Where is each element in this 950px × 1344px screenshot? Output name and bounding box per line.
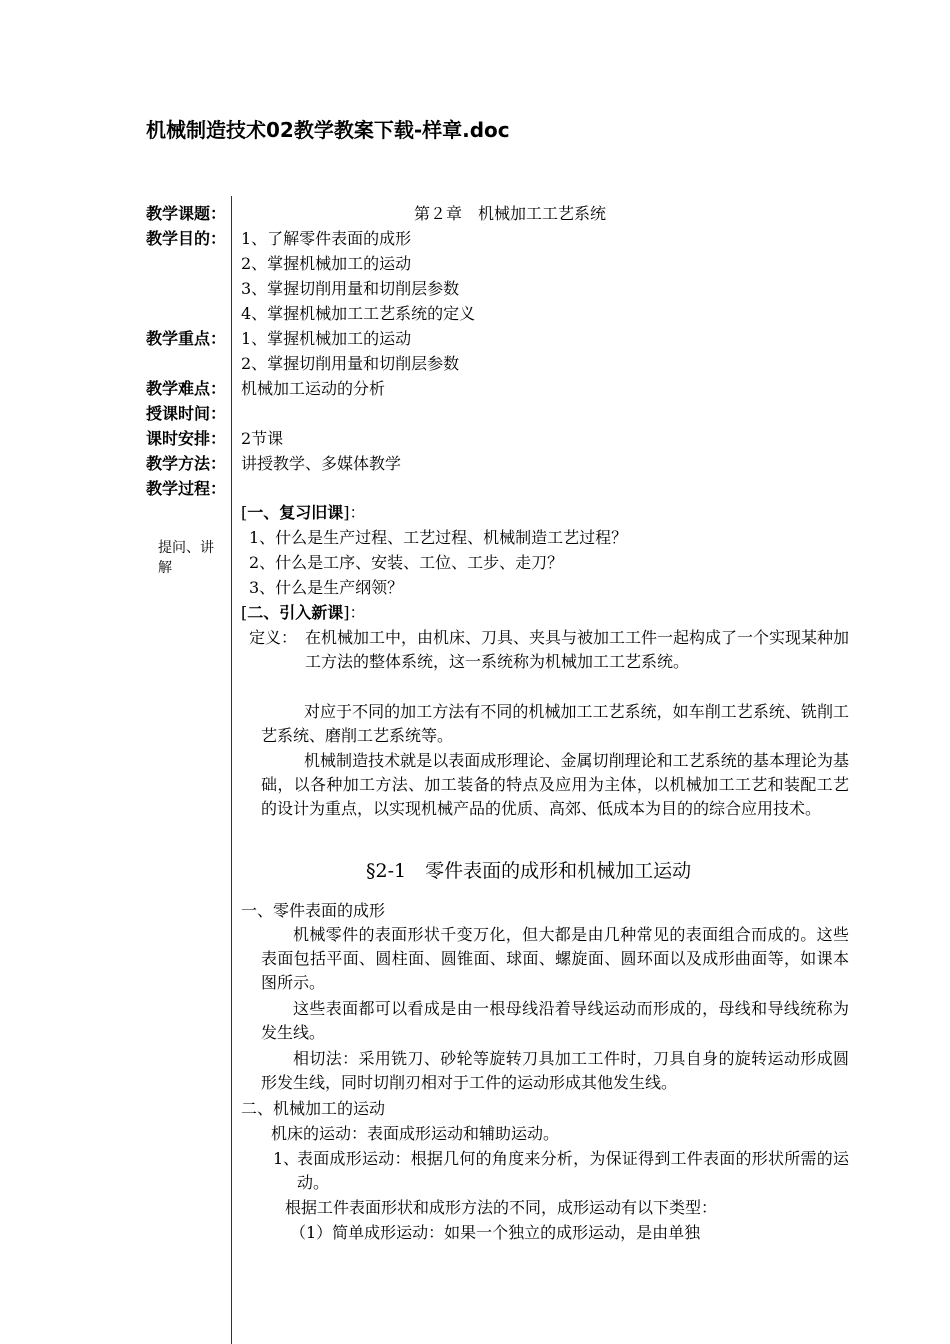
new-lesson-heading — [241, 601, 366, 625]
bracket-open: [ — [241, 503, 248, 522]
bracket-open: [ — [241, 603, 248, 622]
body-paragraph: 机械零件的表面形状千变万化，但大都是由几种常见的表面组合而成的。这些表面包括平面、圆柱面、圆锥面、球面、螺旋面、圆环面以及成形曲面等，如课本图所示。 — [261, 925, 849, 992]
section-title: §2-1 零件表面的成形和机械加工运动 — [366, 860, 692, 882]
document-title: 机械制造技术02教学教案下载-样章.doc — [146, 118, 510, 142]
definition-text: 在机械加工中，由机床、刀具、夹具与被加工工件一起构成了一个实现某种加工方法的整体系统，这一系统称为机械加工工艺系统。 — [305, 628, 850, 671]
list-item: 表面成形运动：根据几何的角度来分析，为保证得到工件表面的形状所需的运动。 — [297, 1149, 849, 1192]
objective-item: 3、掌握切削用量和切削层参数 — [241, 279, 460, 298]
objective-item: 2、掌握机械加工的运动 — [241, 254, 412, 273]
bracket-close: ]： — [343, 603, 366, 622]
review-question: 2、什么是工序、安装、工位、工步、走刀？ — [249, 553, 564, 572]
subsection-heading: 二、机械加工的运动 — [241, 1099, 386, 1118]
body-paragraph: 对应于不同的加工方法有不同的机械加工工艺系统，如车削工艺系统、铣削工艺系统、磨削工艺系统等。 — [261, 702, 849, 745]
key-points-label: 教学重点： — [146, 329, 227, 348]
bracket-close: ]： — [343, 503, 366, 522]
body-line: 机床的运动：表面成形运动和辅助运动。 — [271, 1124, 560, 1143]
body-line: （1）简单成形运动：如果一个独立的成形运动，是由单独 — [290, 1223, 701, 1242]
new-lesson-heading-text: 二、引入新课 — [247, 603, 344, 622]
body-paragraph: 机械制造技术就是以表面成形理论、金属切削理论和工艺系统的基本理论为基础，以各种加工方法、加工装备的特点及应用为主体，以机械加工工艺和装配工艺的设计为重点，以实现机械产品的优质、高郊、低成本为目的的综合应用技术。 — [261, 751, 849, 818]
review-question: 3、什么是生产纲领？ — [249, 578, 404, 597]
review-heading — [241, 501, 366, 525]
time-label: 授课时间： — [146, 404, 227, 423]
method-label: 教学方法： — [146, 454, 227, 473]
schedule-value: 2节课 — [241, 429, 284, 448]
body-paragraph: 这些表面都可以看成是由一根母线沿着导线运动而形成的，母线和导线统称为发生线。 — [261, 999, 849, 1042]
difficulty-label: 教学难点： — [146, 379, 227, 398]
review-heading-text: 一、复习旧课 — [247, 503, 344, 522]
key-point-item: 2、掌握切削用量和切削层参数 — [241, 354, 460, 373]
list-number: 1、 — [273, 1149, 300, 1168]
key-point-item: 1、掌握机械加工的运动 — [241, 329, 412, 348]
definition-label: 定义： — [249, 628, 298, 647]
review-question: 1、什么是生产过程、工艺过程、机械制造工艺过程？ — [249, 528, 628, 547]
body-line: 根据工件表面形状和成形方法的不同，成形运动有以下类型： — [285, 1198, 718, 1217]
side-note: 提问、讲解 — [158, 540, 214, 576]
schedule-label: 课时安排： — [146, 429, 227, 448]
difficulty-value: 机械加工运动的分析 — [241, 379, 386, 398]
body-paragraph: 相切法：采用铣刀、砂轮等旋转刀具加工工件时，刀具自身的旋转运动形成圆形发生线，同时切削刃相对于工件的运动形成其他发生线。 — [261, 1049, 849, 1092]
objectives-label: 教学目的： — [146, 229, 227, 248]
method-value: 讲授教学、多媒体教学 — [241, 454, 402, 473]
process-label: 教学过程： — [146, 479, 227, 498]
objective-item: 1、了解零件表面的成形 — [241, 229, 412, 248]
topic-label: 教学课题： — [146, 204, 227, 223]
objective-item: 4、掌握机械加工工艺系统的定义 — [241, 304, 476, 323]
topic-value: 第２章 机械加工工艺系统 — [414, 204, 607, 223]
column-divider — [231, 196, 232, 1344]
subsection-heading: 一、零件表面的成形 — [241, 901, 386, 920]
